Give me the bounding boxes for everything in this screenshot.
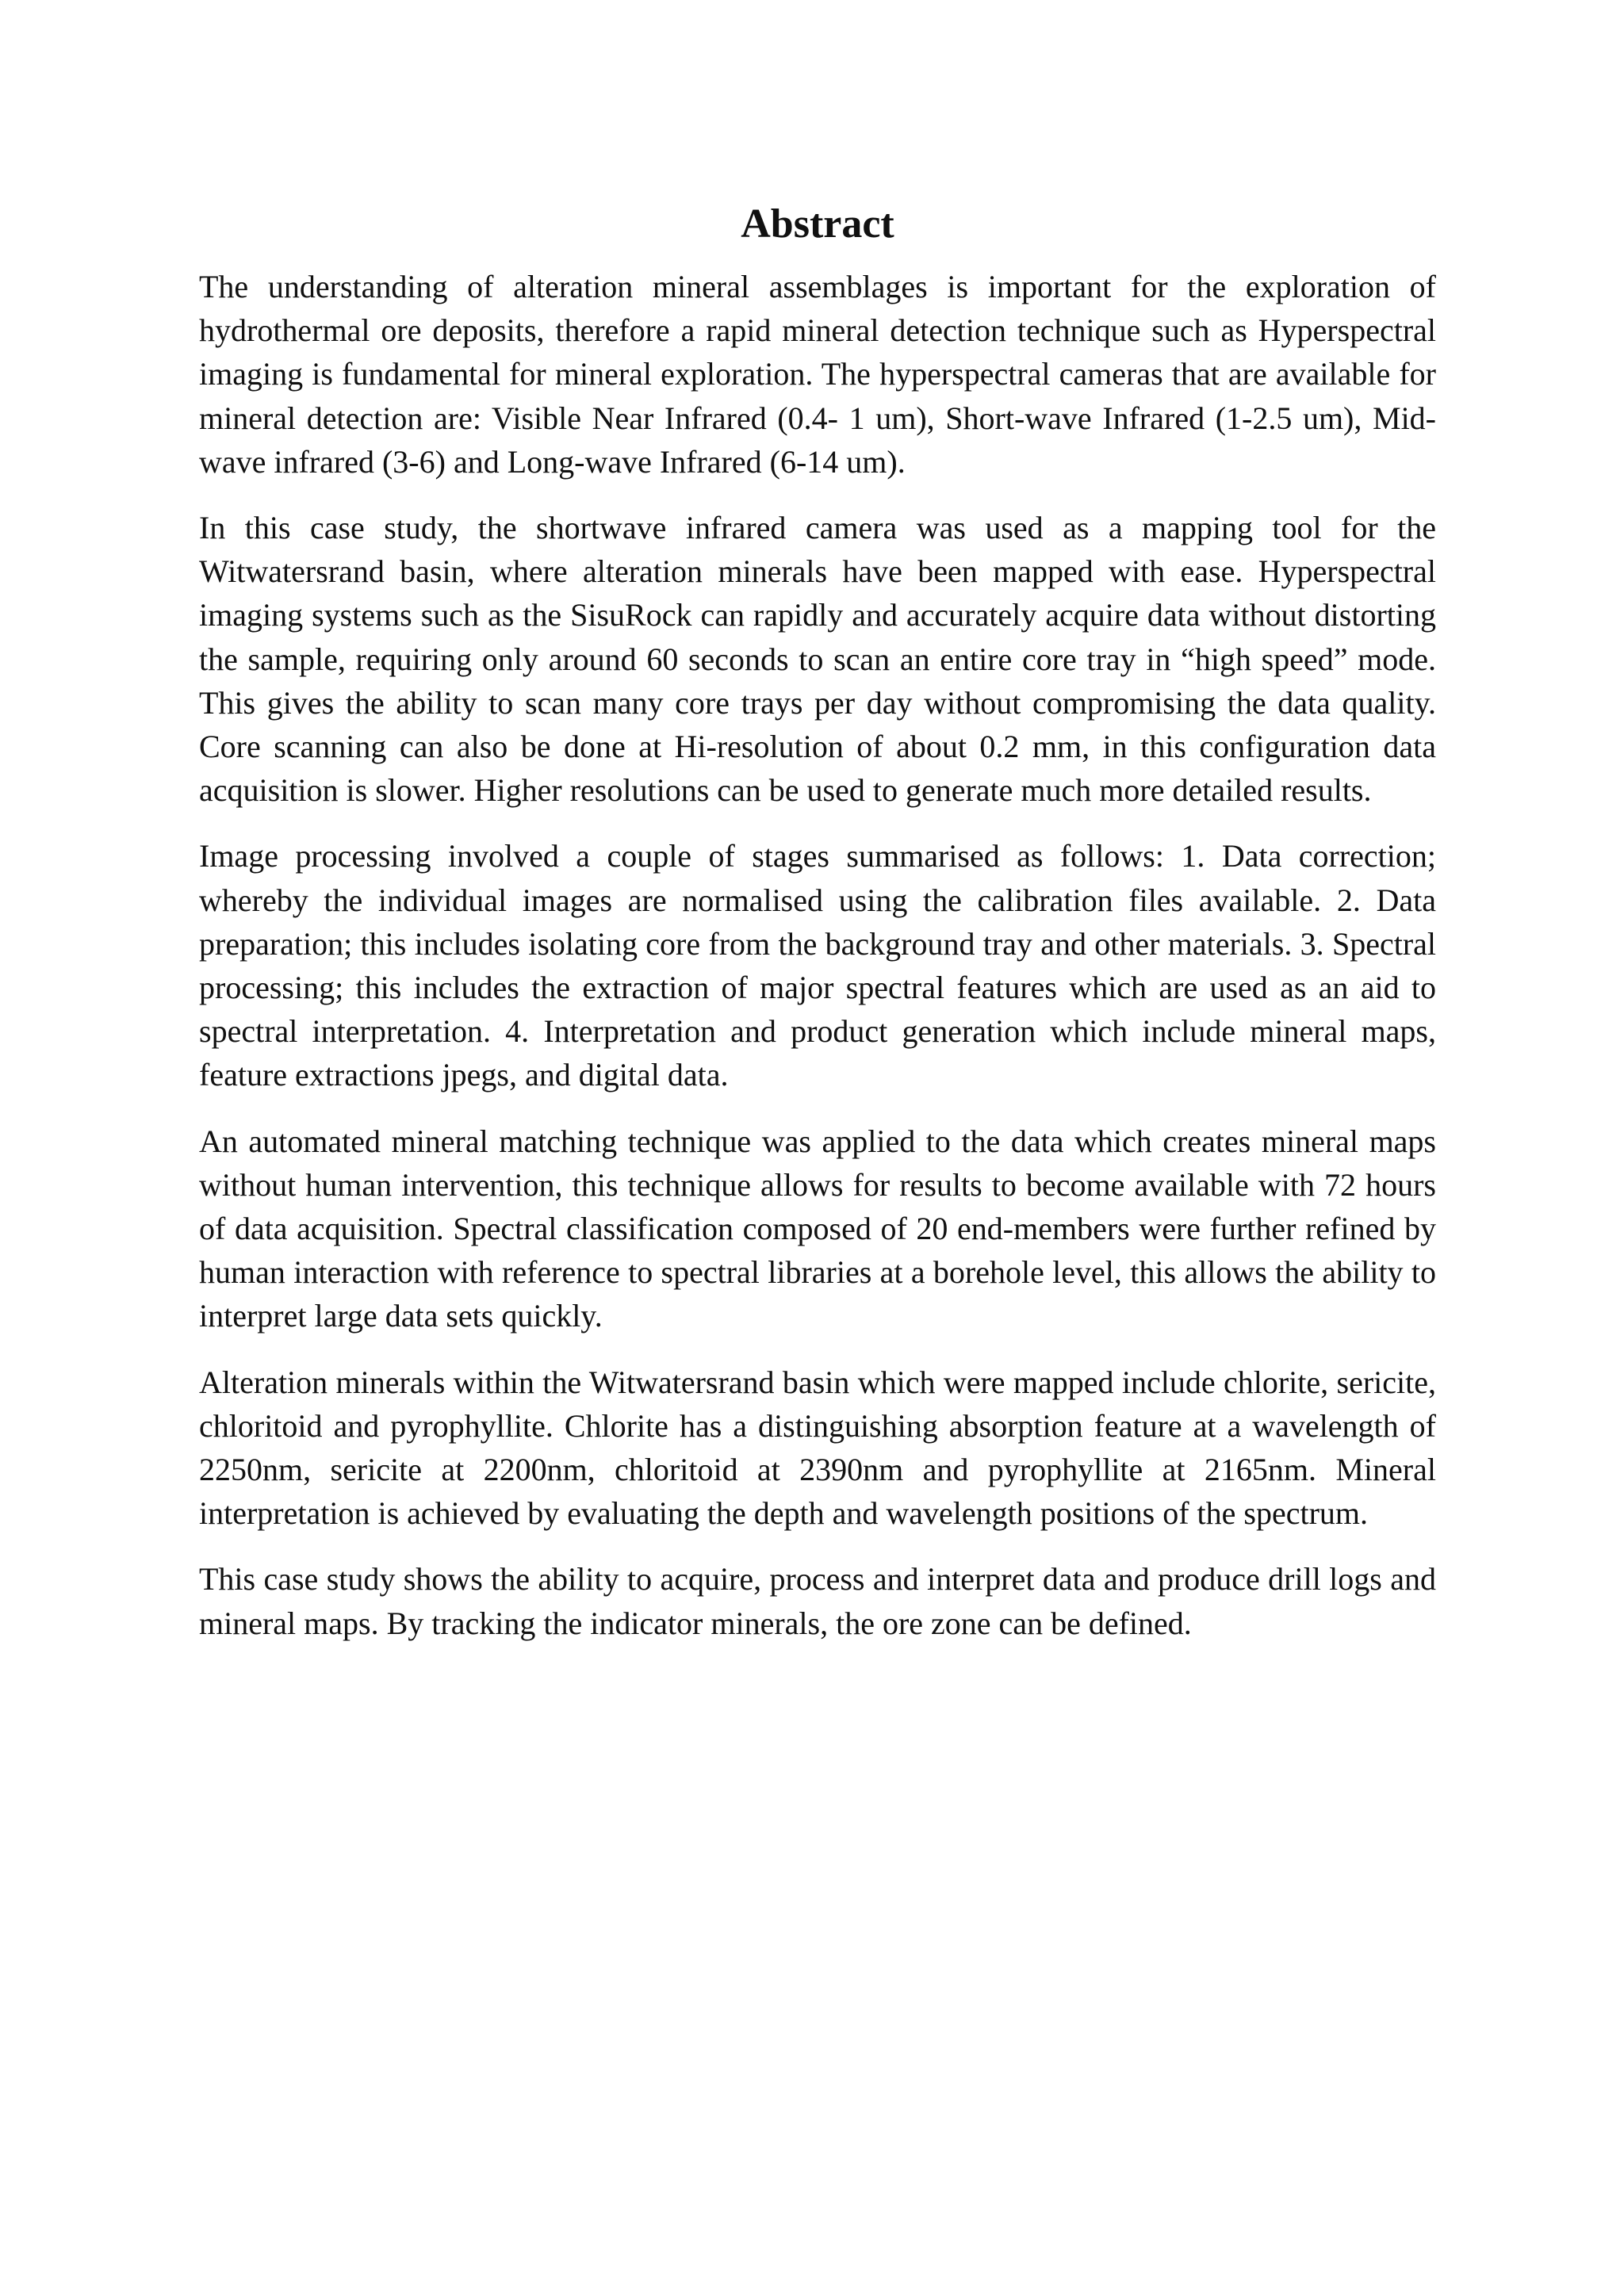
paragraph-image-processing: Image processing involved a couple of stages summarised as follows: 1. Data correction; whereby the individual images are normalised using the calibration files available. 2. Data preparation; this includes isolating core from the background tray and other materials. 3. Spectral processing; this includes the extraction of major spectral features which are used as an aid to spectral interpretation. 4. Interpretation and product generation which include mineral maps, feature extractions jpegs, and digital data. [199,838,1436,1093]
abstract-section [199,198,1436,1667]
paragraph-case-study: In this case study, the shortwave infrared camera was used as a mapping tool for the Witwatersrand basin, where alteration minerals have been mapped with ease. Hyperspectral imaging systems such as the SisuRock can rapidly and accurately acquire data without distorting the sample, requiring only around 60 seconds to scan an entire core tray in “high speed” mode. This gives the ability to scan many core trays per day without compromising the data quality. Core scanning can also be done at Hi-resolution of about 0.2 mm, in this configuration data acquisition is slower. Higher resolutions can be used to generate much more detailed results. [199,510,1436,809]
paragraph-intro: The understanding of alteration mineral assemblages is important for the exploration of hydrothermal ore deposits, therefore a rapid mineral detection technique such as Hyperspectral imaging is fundamental for mineral exploration. The hyperspectral cameras that are available for mineral detection are: Visible Near Infrared (0.4- 1 um), Short-wave Infrared (1-2.5 um), Mid-wave infrared (3-6) and Long-wave Infrared (6-14 um). [199,269,1436,480]
paragraph-alteration-minerals: Alteration minerals within the Witwatersrand basin which were mapped include chlorite, sericite, chloritoid and pyrophyllite. Chlorite has a distinguishing absorption feature at a wavelength of 2250nm, sericite at 2200nm, chloritoid at 2390nm and pyrophyllite at 2165nm. Mineral interpretation is achieved by evaluating the depth and wavelength positions of the spectrum. [199,1364,1436,1532]
paragraph-mineral-matching: An automated mineral matching technique was applied to the data which creates mineral maps without human intervention, this technique allows for results to become available with 72 hours of data acquisition. Spectral classification composed of 20 end-members were further refined by human interaction with reference to spectral libraries at a borehole level, this allows the ability to interpret large data sets quickly. [199,1123,1436,1334]
paragraph-conclusion: This case study shows the ability to acquire, process and interpret data and produce drill logs and mineral maps. By tracking the indicator minerals, the ore zone can be defined. [199,1561,1436,1641]
abstract-title: Abstract [741,201,894,247]
